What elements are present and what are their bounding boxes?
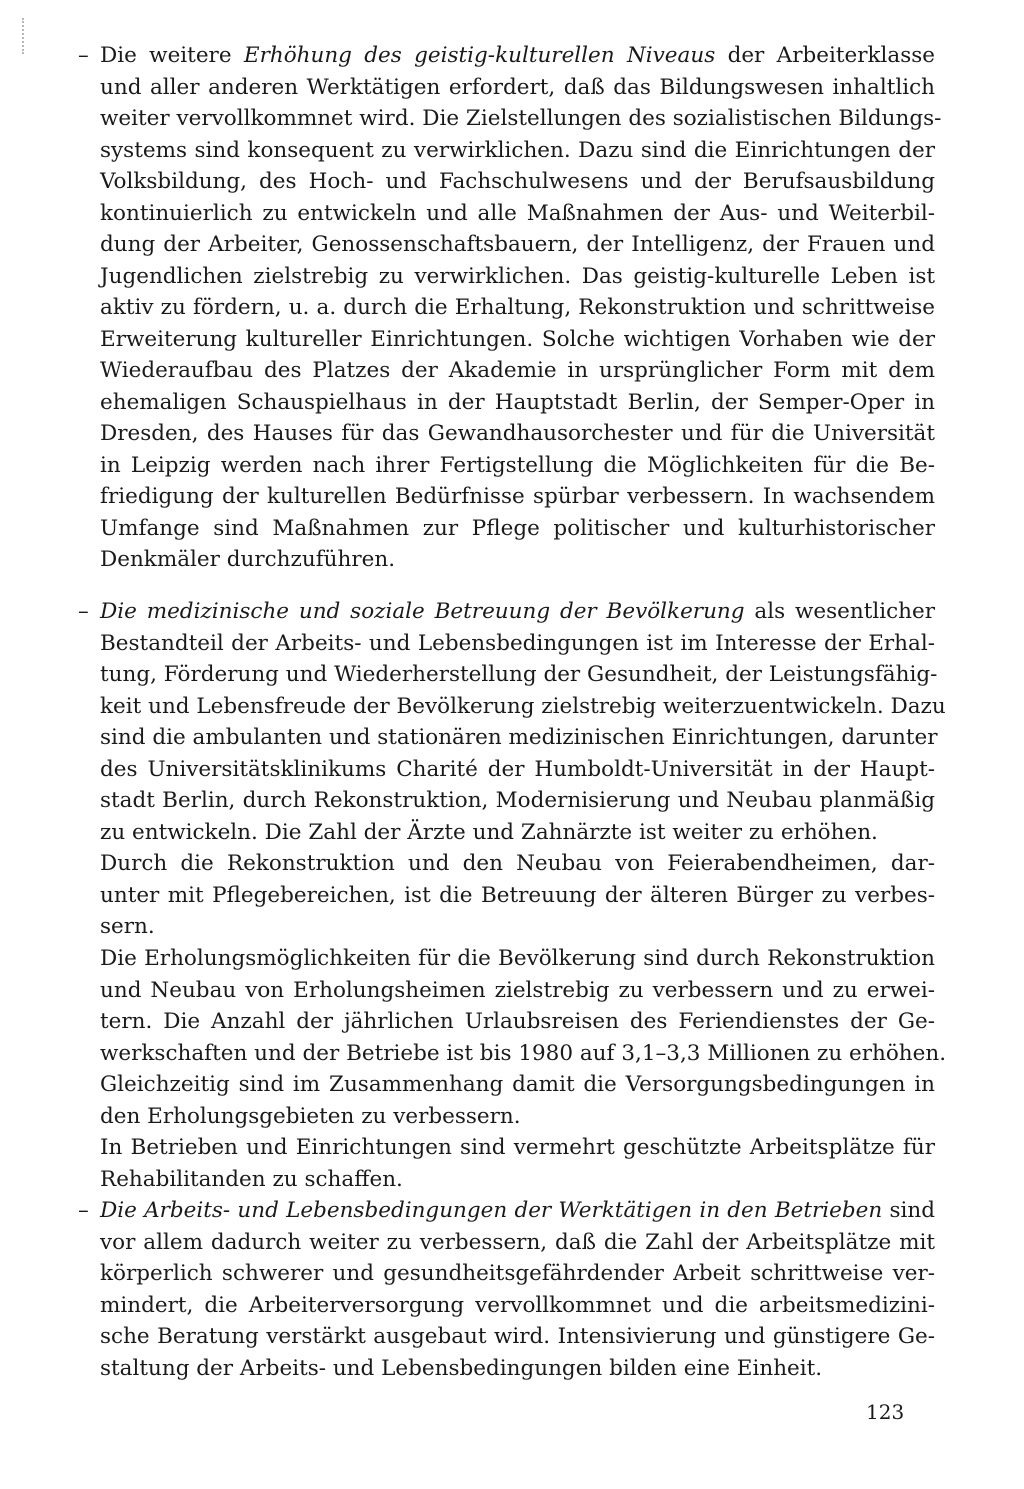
paragraph-1 bbox=[78, 40, 942, 576]
text-line bbox=[100, 1038, 947, 1070]
text-line bbox=[100, 754, 935, 786]
text-segment: körperlich schwerer und gesundheitsgefährdender Arbeit schrittweise ver- bbox=[100, 1261, 935, 1286]
text-line bbox=[100, 513, 935, 545]
text-segment: dung der Arbeiter, Genossenschaftsbauern, der Intelligenz, der Frauen und bbox=[100, 232, 935, 257]
text-segment: aktiv zu fördern, u. a. durch die Erhaltung, Rekonstruktion und schrittweise bbox=[100, 295, 935, 320]
text-line bbox=[100, 691, 946, 723]
emphasis-text: Die Arbeits- und Lebensbedingungen der Werktätigen in den Betrieben bbox=[100, 1198, 883, 1223]
emphasis-text: Erhöhung des geistig-kulturellen Niveaus bbox=[243, 43, 716, 68]
text-segment: Die weitere bbox=[100, 43, 244, 68]
text-line bbox=[100, 785, 935, 817]
text-line bbox=[100, 722, 938, 754]
text-line bbox=[100, 1195, 935, 1227]
text-segment: vor allem dadurch weiter zu verbessern, daß die Zahl der Arbeitsplätze mit bbox=[100, 1229, 935, 1255]
paragraph-4 bbox=[100, 943, 947, 1132]
text-segment: Gleichzeitig sind im Zusammenhang damit die Versorgungsbedingungen in bbox=[100, 1072, 935, 1097]
text-line bbox=[100, 229, 935, 261]
text-line bbox=[100, 166, 935, 198]
text-segment: mindert, die Arbeiterversorgung vervollkommnet und die arbeitsmedizini- bbox=[100, 1292, 935, 1318]
text-line bbox=[100, 292, 935, 324]
text-line bbox=[100, 596, 935, 628]
paragraph-3 bbox=[100, 848, 935, 943]
text-segment: tung, Förderung und Wiederherstellung der Gesundheit, der Leistungsfähig- bbox=[100, 662, 938, 687]
text-segment: sind die ambulanten und stationären medizinischen Einrichtungen, darunter bbox=[100, 725, 938, 750]
text-segment: und aller anderen Werktätigen erfordert, daß das Bildungswesen inhaltlich bbox=[100, 74, 935, 100]
text-line bbox=[100, 324, 935, 356]
text-line bbox=[100, 198, 935, 230]
emphasis-text: Die medizinische und soziale Betreuung der Bevölkerung bbox=[100, 599, 745, 624]
text-line bbox=[100, 880, 935, 912]
text-line bbox=[100, 418, 935, 450]
text-segment: Jugendlichen zielstrebig zu verwirklichen. Das geistig-kulturelle Leben ist bbox=[100, 263, 935, 289]
text-line bbox=[100, 544, 935, 576]
text-line bbox=[100, 943, 935, 975]
text-line bbox=[100, 817, 935, 849]
text-line bbox=[100, 72, 935, 104]
text-line bbox=[100, 848, 935, 880]
text-segment: der Arbeiterklasse bbox=[715, 43, 935, 68]
text-segment: werkschaften und der Betriebe ist bis 1980 auf 3,1–3,3 Millionen zu erhöhen. bbox=[100, 1040, 947, 1066]
text-line bbox=[100, 1227, 935, 1259]
text-segment: Rehabilitanden zu schaffen. bbox=[100, 1166, 403, 1192]
text-segment: Dresden, des Hauses für das Gewandhausorchester und für die Universität bbox=[100, 421, 935, 446]
paragraph-6 bbox=[78, 1195, 935, 1384]
text-segment: als wesentlicher bbox=[744, 599, 935, 624]
text-segment: sche Beratung verstärkt ausgebaut wird. Intensivierung und günstigere Ge- bbox=[100, 1324, 935, 1349]
text-segment: ehemaligen Schauspielhaus in der Hauptstadt Berlin, der Semper-Oper in bbox=[100, 389, 935, 415]
paragraph-5 bbox=[100, 1132, 935, 1195]
text-line bbox=[100, 1132, 935, 1164]
text-line bbox=[100, 135, 935, 167]
text-segment: Wiederaufbau des Platzes der Akademie in ursprünglicher Form mit dem bbox=[100, 358, 935, 383]
scan-artifact bbox=[22, 18, 27, 54]
page-number: 123 bbox=[866, 1400, 905, 1424]
list-dash: – bbox=[78, 599, 89, 624]
text-segment: systems sind konsequent zu verwirklichen. Dazu sind die Einrichtungen der bbox=[100, 137, 935, 163]
text-line bbox=[100, 1101, 935, 1133]
text-line bbox=[100, 103, 942, 135]
text-segment: zu entwickeln. Die Zahl der Ärzte und Zahnärzte ist weiter zu erhöhen. bbox=[100, 819, 878, 845]
text-segment: unter mit Pflegebereichen, ist die Betreuung der älteren Bürger zu verbes- bbox=[100, 882, 935, 908]
text-line bbox=[100, 261, 935, 293]
text-segment: staltung der Arbeits- und Lebensbedingungen bilden eine Einheit. bbox=[100, 1355, 823, 1381]
text-segment: den Erholungsgebieten zu verbessern. bbox=[100, 1103, 521, 1129]
text-line bbox=[100, 1353, 935, 1385]
text-segment: Erweiterung kultureller Einrichtungen. Solche wichtigen Vorhaben wie der bbox=[100, 326, 935, 352]
text-segment: keit und Lebensfreude der Bevölkerung zielstrebig weiterzuentwickeln. Dazu bbox=[100, 693, 946, 719]
text-segment: Volksbildung, des Hoch- und Fachschulwesens und der Berufsausbildung bbox=[100, 169, 935, 194]
text-segment: Die Erholungsmöglichkeiten für die Bevölkerung sind durch Rekonstruktion bbox=[100, 946, 935, 971]
text-segment: sern. bbox=[100, 914, 155, 939]
text-line bbox=[100, 481, 935, 513]
text-segment: stadt Berlin, durch Rekonstruktion, Modernisierung und Neubau planmäßig bbox=[100, 788, 935, 813]
text-segment: und Neubau von Erholungsheimen zielstrebig zu verbessern und zu erwei- bbox=[100, 977, 935, 1003]
text-segment: weiter vervollkommnet wird. Die Zielstellungen des sozialistischen Bildungs- bbox=[100, 106, 942, 131]
list-dash: – bbox=[78, 43, 89, 68]
text-segment: Durch die Rekonstruktion und den Neubau von Feierabendheimen, dar- bbox=[100, 851, 935, 876]
text-line bbox=[100, 1258, 935, 1290]
text-segment: In Betrieben und Einrichtungen sind vermehrt geschützte Arbeitsplätze für bbox=[100, 1135, 935, 1160]
text-segment: Denkmäler durchzuführen. bbox=[100, 547, 396, 572]
text-segment: tern. Die Anzahl der jährlichen Urlaubsreisen des Feriendienstes der Ge- bbox=[100, 1009, 935, 1034]
text-line bbox=[100, 628, 935, 660]
paragraph-2 bbox=[78, 596, 946, 848]
text-segment: friedigung der kulturellen Bedürfnisse spürbar verbessern. In wachsendem bbox=[100, 484, 935, 509]
text-line bbox=[100, 387, 935, 419]
text-line bbox=[100, 40, 935, 72]
text-segment: in Leipzig werden nach ihrer Fertigstellung die Möglichkeiten für die Be- bbox=[100, 452, 935, 478]
text-segment: Bestandteil der Arbeits- und Lebensbedingungen ist im Interesse der Erhal- bbox=[100, 630, 935, 656]
text-line bbox=[100, 1321, 935, 1353]
text-line bbox=[100, 659, 938, 691]
text-segment: des Universitätsklinikums Charité der Humboldt-Universität in der Haupt- bbox=[100, 756, 935, 782]
text-line bbox=[100, 1069, 935, 1101]
text-line bbox=[100, 355, 935, 387]
text-line bbox=[100, 975, 935, 1007]
text-segment: sind bbox=[882, 1198, 935, 1223]
text-segment: kontinuierlich zu entwickeln und alle Maßnahmen der Aus- und Weiterbil- bbox=[100, 200, 935, 226]
text-segment: Umfange sind Maßnahmen zur Pflege politischer und kulturhistorischer bbox=[100, 515, 935, 541]
text-line bbox=[100, 911, 935, 943]
text-line bbox=[100, 1164, 935, 1196]
list-dash: – bbox=[78, 1198, 89, 1223]
text-line bbox=[100, 1006, 935, 1038]
text-line bbox=[100, 450, 935, 482]
text-line bbox=[100, 1290, 935, 1322]
